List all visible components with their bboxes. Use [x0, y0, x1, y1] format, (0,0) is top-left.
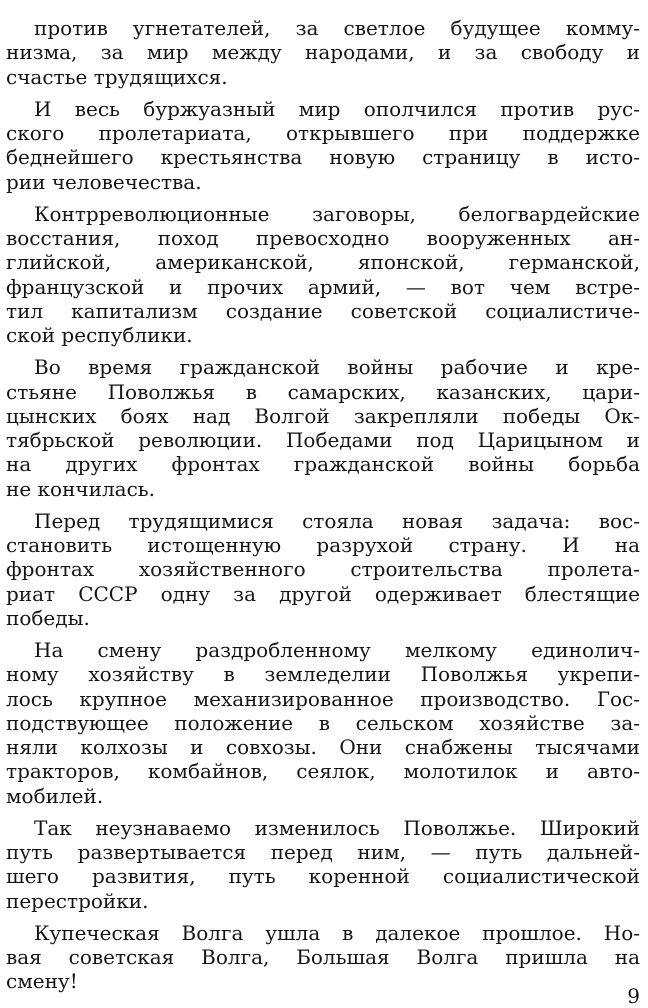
text-line: становить истощенную разрухой страну. И на	[6, 533, 640, 557]
text-line: французской и прочих армий, — вот чем встре-	[6, 274, 640, 299]
text-line: восстания, поход превосходно вооруженных ан-	[6, 226, 640, 250]
text-line: И весь буржуазный мир ополчился против рус-	[34, 96, 640, 121]
paragraph	[6, 816, 640, 913]
text-line: Так неузнаваемо изменилось Поволжье. Широкий	[34, 815, 640, 840]
text-line: глийской, американской, японской, германской,	[6, 250, 640, 275]
text-line: фронтах хозяйственного строительства пролета-	[6, 557, 640, 582]
text-line: счастье трудящихся.	[6, 64, 228, 89]
paragraph	[6, 97, 640, 194]
text-line: тракторов, комбайнов, сеялок, молотилок и авто-	[6, 759, 640, 784]
text-line: шего развития, путь коренной социалистической	[6, 864, 640, 889]
text-line: мобилей.	[6, 783, 104, 808]
text-line: низма, за мир между народами, и за свободу и	[6, 40, 640, 65]
text-line: тябрьской революции. Победами под Царицыном и	[6, 428, 640, 452]
text-line: Перед трудящимися стояла новая задача: вос-	[34, 508, 640, 533]
text-line: стьяне Поволжья в самарских, казанских, цари-	[6, 379, 640, 404]
text-line: беднейшего крестьянства новую страницу в исто-	[6, 145, 640, 170]
text-line: ской республики.	[6, 323, 193, 347]
text-line: подствующее положение в сельском хозяйстве за-	[6, 710, 640, 735]
text-line: На смену раздробленному мелкому единолич-	[34, 638, 640, 662]
text-line: на других фронтах гражданской войны борьба	[6, 452, 640, 477]
text-line: не кончилась.	[6, 476, 156, 501]
text-line: Купеческая Волга ушла в далекое прошлое. Но-	[34, 920, 640, 945]
text-line: ского пролетариата, открывшего при поддержке	[6, 121, 640, 145]
paragraph	[6, 638, 640, 808]
text-line: цынских боях над Волгой закрепляли победы Ок-	[6, 403, 640, 428]
text-line: против угнетателей, за светлое будущее комму-	[34, 16, 640, 40]
text-line: путь развертывается перед ним, — путь дальней-	[6, 840, 640, 864]
paragraph	[6, 921, 640, 994]
text-line: вая советская Волга, Большая Волга пришла на	[6, 945, 640, 969]
paragraph	[6, 202, 640, 348]
page-number: 9	[627, 984, 640, 1008]
text-line: Во время гражданской войны рабочие и кре-	[34, 355, 640, 380]
text-line: лось крупное механизированное производство. Гос-	[6, 686, 640, 711]
text-line: ному хозяйству в земледелии Поволжья укрепи-	[6, 662, 640, 687]
text-line: перестройки.	[6, 888, 149, 913]
body-text	[6, 16, 640, 994]
text-line: риат СССР одну за другой одерживает блестящие	[6, 581, 640, 606]
paragraph	[6, 355, 640, 501]
paragraph	[6, 509, 640, 630]
text-line: рии человечества.	[6, 169, 202, 194]
text-line: смену!	[6, 969, 78, 994]
text-line: Контрреволюционные заговоры, белогвардейские	[34, 201, 640, 226]
text-line: победы.	[6, 605, 90, 630]
paragraph	[6, 16, 640, 89]
text-line: тил капитализм создание советской социалистиче-	[6, 298, 640, 323]
text-line: няли колхозы и совхозы. Они снабжены тысячами	[6, 735, 640, 759]
